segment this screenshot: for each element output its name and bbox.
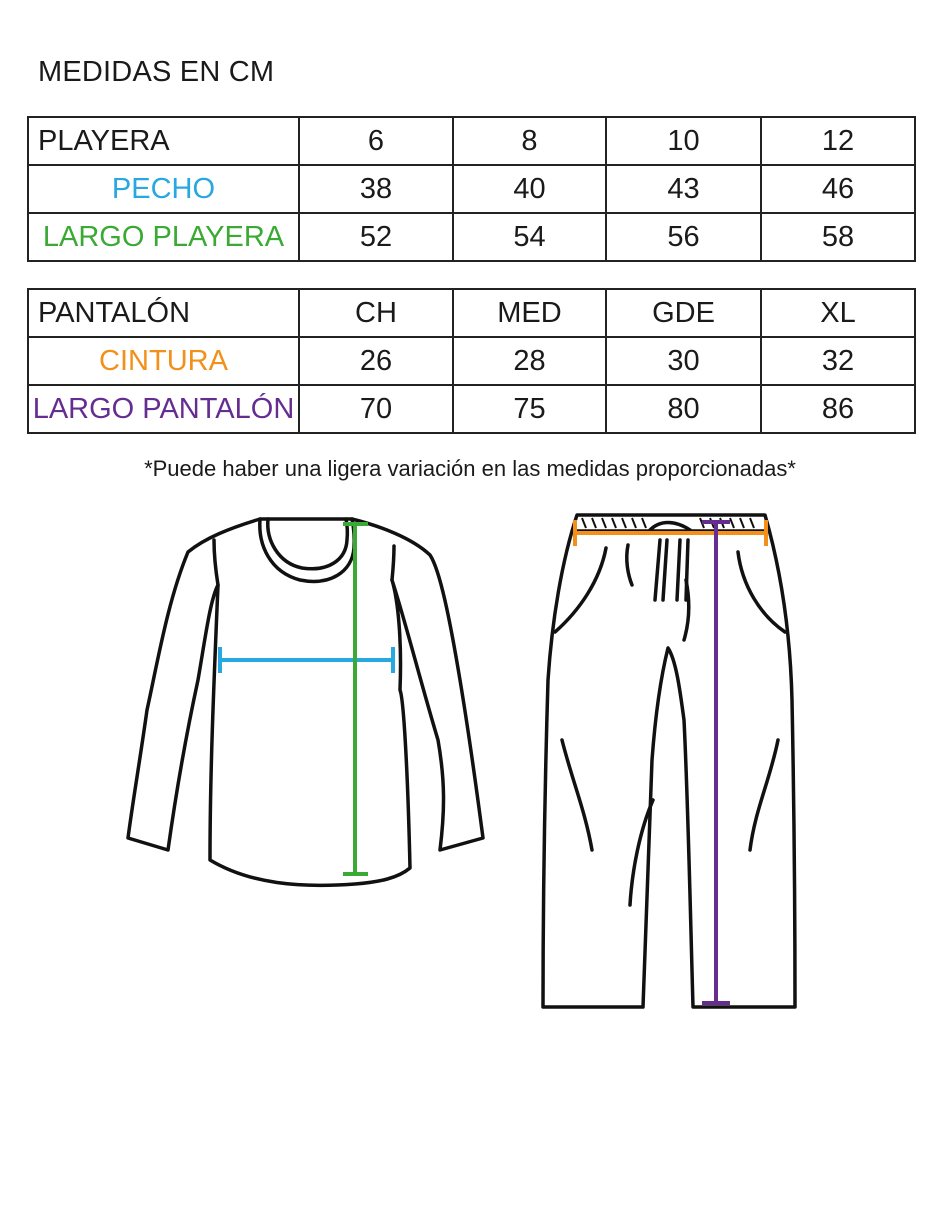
waist-value: 30 — [606, 337, 761, 385]
pants-size-med: MED — [453, 289, 606, 337]
pants-length-value: 75 — [453, 385, 606, 433]
pants-drawstring-left — [655, 540, 660, 600]
pants-crease-left — [562, 740, 592, 850]
pants-outline — [543, 515, 795, 1007]
chest-value: 40 — [453, 165, 606, 213]
pants-drawstring-right — [677, 540, 680, 600]
pants-length-measure-line — [702, 522, 730, 1003]
pants-crease-right — [750, 740, 778, 850]
measurement-disclaimer: *Puede haber una ligera variación en las medidas proporcionadas* — [144, 456, 796, 481]
shirt-collar-inner — [268, 519, 348, 569]
shirt-size-12: 12 — [761, 117, 915, 165]
pants-header-label: PANTALÓN — [28, 289, 299, 337]
shirt-header-label: PLAYERA — [28, 117, 299, 165]
page-title: MEDIDAS EN CM — [38, 56, 275, 88]
shirt-length-value: 56 — [606, 213, 761, 261]
chest-value: 46 — [761, 165, 915, 213]
waist-value: 28 — [453, 337, 606, 385]
pants-length-value: 70 — [299, 385, 453, 433]
chest-value: 38 — [299, 165, 453, 213]
chest-value: 43 — [606, 165, 761, 213]
pants-bow — [650, 523, 690, 531]
pants-size-gde: GDE — [606, 289, 761, 337]
shirt-size-8: 8 — [453, 117, 606, 165]
waist-value: 26 — [299, 337, 453, 385]
pants-size-ch: CH — [299, 289, 453, 337]
shirt-length-value: 52 — [299, 213, 453, 261]
shirt-armhole-left — [214, 540, 218, 585]
waist-value: 32 — [761, 337, 915, 385]
shirt-illustration — [128, 519, 483, 885]
shirt-length-measure-line — [343, 524, 368, 874]
pants-drawstring-left2 — [663, 540, 667, 600]
pants-side-curve — [627, 545, 632, 585]
pants-size-xl: XL — [761, 289, 915, 337]
chest-label: PECHO — [28, 165, 299, 213]
pants-length-value: 86 — [761, 385, 915, 433]
shirt-size-10: 10 — [606, 117, 761, 165]
shirt-armhole-right — [392, 546, 394, 580]
waist-label: CINTURA — [28, 337, 299, 385]
shirt-length-value: 58 — [761, 213, 915, 261]
shirt-length-value: 54 — [453, 213, 606, 261]
pants-length-label: LARGO PANTALÓN — [28, 385, 299, 433]
chest-measure-line — [220, 647, 393, 673]
pants-illustration — [543, 515, 795, 1007]
pants-length-value: 80 — [606, 385, 761, 433]
pants-drawstring-right2 — [686, 540, 688, 600]
shirt-length-label: LARGO PLAYERA — [28, 213, 299, 261]
shirt-size-6: 6 — [299, 117, 453, 165]
shirt-body-outline — [128, 519, 483, 885]
